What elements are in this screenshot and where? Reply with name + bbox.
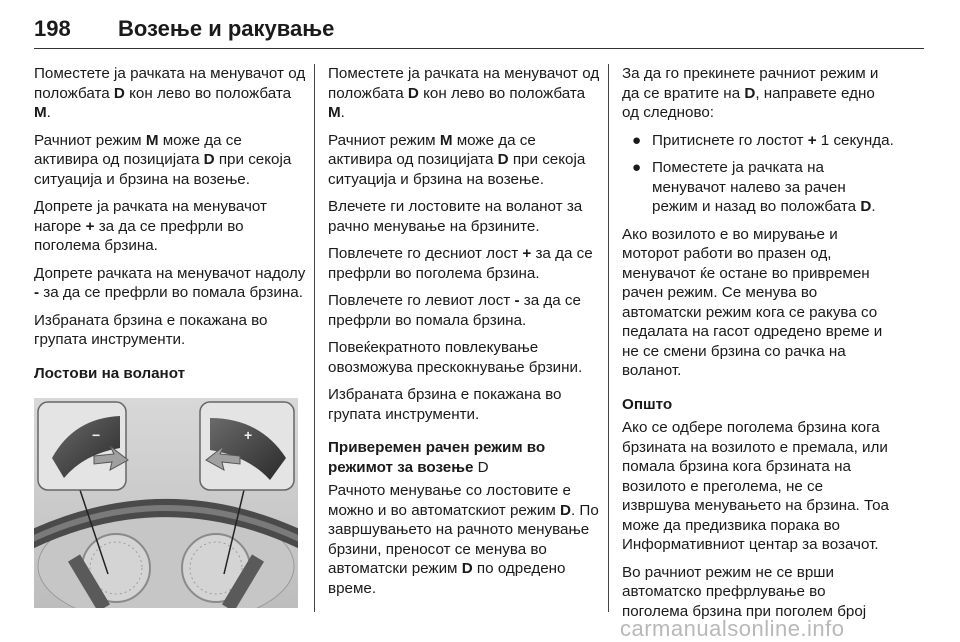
column-divider-2 [608, 64, 609, 612]
paragraph: Избраната брзина е покажана во групата инструменти. [34, 311, 268, 348]
paragraph: Поместете ја рачката на менувачот од положбата D кон лево во положбата M. [328, 65, 600, 121]
section-heading: Лостови на воланот [34, 364, 186, 382]
paragraph: Повлечете го десниот лост + за да се префрли во поголема брзина. [328, 245, 593, 282]
plus-label: + [244, 427, 253, 443]
column-3 [622, 64, 894, 629]
paragraph: Допрете ја рачката на менувачот нагоре + за да се префрли во поголема брзина. [34, 198, 267, 254]
paragraph: Повлечете го левиот лост - за да се префрли во помала брзина. [328, 292, 581, 329]
list-item: ● Притиснете го лостот + 1 секунда. [632, 131, 894, 149]
paragraph: Рачниот режим M може да се активира од позицијата D при секоја ситуација и брзина на возење. [328, 131, 586, 188]
paragraph: Избраната брзина е покажана во групата инструменти. [328, 386, 562, 423]
chapter-title: Возење и ракување [118, 16, 335, 41]
paragraph: Рачниот режим M може да се активира од позицијата D при секоја ситуација и брзина на возење. [34, 131, 292, 188]
bullet-icon: ● [632, 131, 642, 149]
paragraph: Во рачниот режим не се врши автоматско префрлување во поголема брзина при поголем број [622, 563, 867, 620]
column-divider-1 [314, 64, 315, 612]
page-number: 198 [34, 16, 71, 41]
paragraph: Повеќекратното повлекување овозможува прескокнување брзини. [328, 339, 583, 376]
paragraph: Поместете ја рачката на менувачот од положбата D кон лево во положбата M. [34, 65, 306, 121]
minus-label: − [92, 427, 101, 443]
paragraph: Рачното менување со лостовите е можно и во автоматскиот режим D. По завршувањето на рачното менување брзини, преносот се менува во автоматски режим D по одредено време. [328, 482, 599, 597]
column-1 [34, 64, 306, 387]
list-item: ● Поместете ја рачката на менувачот налево за рачен режим и назад во положбата D. [632, 159, 876, 215]
paragraph: Допрете рачката на менувачот надолу - за да се префрли во помала брзина. [34, 264, 306, 301]
steering-wheel-paddles-illustration [34, 398, 298, 608]
bullet-icon: ● [632, 159, 642, 176]
watermark: carmanualsonline.info [620, 616, 845, 641]
paragraph: Ако се одбере поголема брзина кога брзината на возилото е премала, или помала брзина кога брзината на возилото е преголема, не се извршува менувањето на брзина. Тоа може да предизвика порака во Информативниот центар за возачот. [622, 419, 889, 553]
steering-wheel-svg [34, 398, 298, 608]
section-heading: Општо [622, 395, 673, 413]
page-header [34, 16, 924, 50]
header-divider [34, 48, 924, 49]
column-2 [328, 64, 600, 606]
paragraph: За да го прекинете рачниот режим и да се вратите на D, направете едно од следново: [622, 65, 879, 121]
bullet-list [622, 131, 894, 217]
paragraph: Влечете ги лостовите на воланот за рачно менување на брзините. [328, 198, 583, 235]
section-heading: Приверемен рачен режим во режимот за возење D [328, 439, 546, 476]
paragraph: Ако возилото е во мирување и моторот работи во празен од, менувачот ќе остане во привремен рачен режим. Се менува во автоматски режим кога се ракува со педалата на гасот одредено време и не се смени брзина со рачка на воланот. [622, 225, 883, 379]
